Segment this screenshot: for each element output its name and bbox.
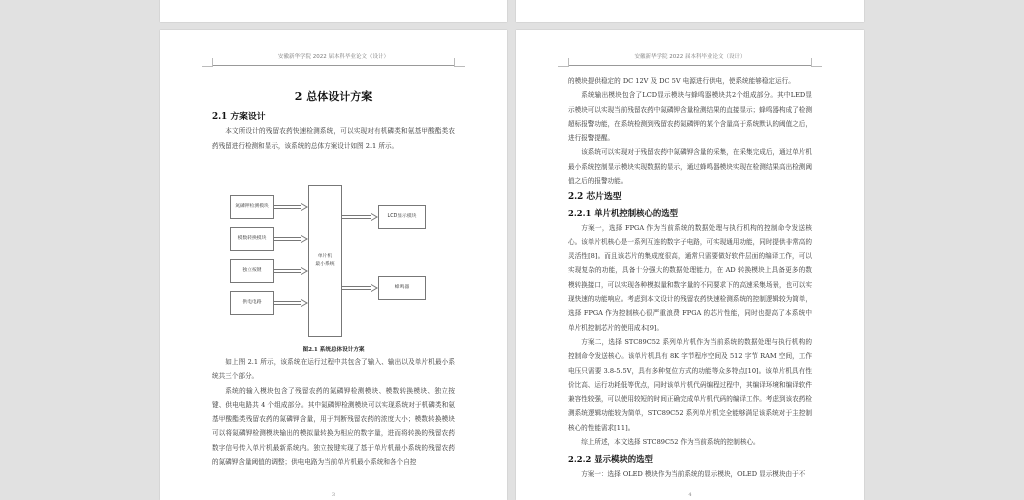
paragraph: 方案一：选择 OLED 模块作为当前系统的显示模块，OLED 显示模块由于不 xyxy=(581,469,806,478)
system-block-diagram xyxy=(230,185,450,350)
paragraph: 如上图 2.1 所示，该系统在运行过程中共包含了输入、输出以及单片机最小系统共三个部分。 xyxy=(212,358,455,381)
paragraph: 综上所述，本文选择 STC89C52 作为当前系统的控制核心。 xyxy=(581,438,760,447)
body-paragraphs-top xyxy=(568,74,812,188)
header-rule xyxy=(212,65,455,66)
paragraph: 方案一，选择 FPGA 作为当前系统的数据处理与执行机构的控制命令发送核心。该单片机核心是一系列互连的数字子电路，可实现通用功能，同时提供非常高的灵活性[8]。而且该芯片的集成度很高，通常只需要做好软件层面的编译工作，可以实现复杂的功能，具备十分强大的数据处理能力，在 AD 转换模块上具备更多的数模转换接口，可以实现各种模拟量和数字量的不同要求下的高速采集场景，也可以实现快速的功能响应。考虑到本文设计的残留农药快速检测系统的控制逻辑较为简单，选择 FPGA 作为控制核心很严重浪费 FPGA 的芯片性能，同时也提高了本系统中单片机控制芯片的使用成本[9]。 xyxy=(568,223,812,332)
chapter-title: 2 总体设计方案 xyxy=(294,90,373,103)
margin-corner-mark xyxy=(811,58,822,67)
intro-paragraph: 本文所设计的残留农药快速检测系统，可以实现对有机磷类和氨基甲酸酯类农药残留进行检测和显示，该系统的总体方案设计如图 2.1 所示。 xyxy=(212,127,455,150)
subsection-heading: 2.2.2 显示模块的选型 xyxy=(568,454,653,465)
document-page-4 xyxy=(516,30,864,500)
page-number: 3 xyxy=(331,492,336,498)
diagram-box-buzzer: 蜂鸣器 xyxy=(378,276,426,300)
page-header: 安徽新华学院 2022 届本科毕业论文（设计） xyxy=(634,54,746,60)
mcu-label-line1: 单片机 xyxy=(317,254,333,259)
section-heading: 2.2 芯片选型 xyxy=(568,192,622,202)
arrow-right-icon xyxy=(341,215,378,219)
mcu-label-line2: 最小系统 xyxy=(315,262,335,267)
diagram-box-adc: 模数转换模块 xyxy=(230,227,274,251)
arrow-right-icon xyxy=(273,269,308,273)
section-heading: 2.1 方案设计 xyxy=(212,112,266,122)
figure-caption: 图2.1 系统总体设计方案 xyxy=(302,347,365,353)
arrow-right-icon xyxy=(273,205,308,209)
page-number: 4 xyxy=(688,492,692,498)
section-2-1 xyxy=(212,110,455,153)
header-rule xyxy=(568,65,812,66)
arrow-right-icon xyxy=(273,301,308,305)
diagram-box-lcd: LCD显示模块 xyxy=(378,205,426,229)
paragraph: 系统输出模块包含了LCD显示模块与蜂鸣器模块共2个组成部分。其中LED显示模块可以实现当前残留农药中氮磷钾含量检测结果的直接显示；蜂鸣器构成了检测超标报警功能，在系统检测到残留农药氮磷钾的某个含量高于系统默认的阈值之后，进行报警提醒。 xyxy=(568,91,812,143)
diagram-box-power: 供电电路 xyxy=(230,291,274,315)
previous-page-left xyxy=(160,0,507,22)
previous-page-right xyxy=(516,0,864,22)
margin-corner-mark xyxy=(202,58,213,67)
paragraph: 的模块提供稳定的 DC 12V 及 DC 5V 电源进行供电，使系统能够稳定运行。 xyxy=(568,77,795,85)
body-paragraphs xyxy=(212,355,455,469)
paragraph: 系统的输入模块包含了残留农药的氮磷钾检测模块、模数转换模块、独立按键、供电电路共 4 个组成部分。其中氮磷钾检测模块可以实现系统对于机磷类和氨基甲酸酯类残留农药的氮磷钾含量，用于判断残留农药的浓度大小；模数转换模块可以将氮磷钾检测模块输出的模拟量转换为相应的数字量，进而将转换的残留农药数字信号传入单片机最新系统内。独立按键实现了基于单片机最小系统的残留农药的氮磷钾含量阈值的调整；供电电路为当前单片机最小系统和各个自控 xyxy=(212,386,455,467)
diagram-box-keys: 独立按键 xyxy=(230,259,274,283)
arrow-right-icon xyxy=(273,237,308,241)
page-header: 安徽新华学院 2022 届本科毕业论文（设计） xyxy=(278,54,389,60)
arrow-right-icon xyxy=(341,286,378,290)
subsection-heading: 2.2.1 单片机控制核心的选型 xyxy=(568,208,678,219)
margin-corner-mark xyxy=(454,58,465,67)
document-page-3 xyxy=(160,30,507,500)
section-2-2 xyxy=(568,190,812,481)
paragraph: 该系统可以实现对于残留农药中氮磷钾含量的采集，在采集完成后，通过单片机最小系统控制显示模块实现数据的显示，通过蜂鸣器模块实现在检测结果高出检测阈值之后的报警功能。 xyxy=(568,148,812,186)
margin-corner-mark xyxy=(558,58,569,67)
diagram-box-mcu xyxy=(308,185,342,337)
paragraph: 方案二，选择 STC89C52 系列单片机作为当前系统的数据处理与执行机构的控制命令发送核心。该单片机具有 8K 字节程序空间及 512 字节 RAM 空间，工作电压只需要 3.8-5.5V，具有多种复位方式的功能等众多特点[10]。该单片机具有性价比高、运行功耗低等优点，同时该单片机代码编程过程中，其编译环境和编译软件兼容性较强，可以使用较短的时间正确完成单片机代码的编译工作。考虑到该农药检测系统逻辑功能较为简单，STC89C52 系列单片机完全能够满足该系统对于主控制核心的性能需求[11]。 xyxy=(568,337,812,432)
diagram-box-npk-detection: 氮磷钾检测模块 xyxy=(230,195,274,219)
